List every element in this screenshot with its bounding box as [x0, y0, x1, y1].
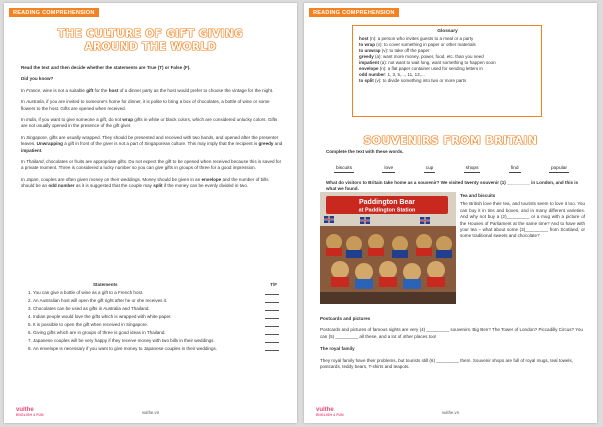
word-bank-item: biscuits [336, 166, 352, 171]
glossary-entry: host (n): a person who invites guests to a meal or a party [359, 36, 474, 41]
postcards-text: Postcards and pictures of famous sights are very (4) _________ souvenirs. Big Ben? The Tower of London? Piccadilly Circus? You can (5) _________ all these, and a lot of other places too! [320, 327, 583, 339]
statement-item: 4. Indian people would love the gifts which is wrapped with white paper. [33, 314, 281, 320]
tea-heading: Tea and biscuits [460, 193, 496, 198]
word-bank-item: popular [550, 166, 567, 171]
souvenir-shop-photo [320, 192, 456, 304]
word-bank-item: shops [465, 166, 479, 171]
statement-item: 2. An Australian host will open the gift right after he or she receives it. [33, 298, 281, 304]
statements-table [23, 282, 281, 354]
section-tag: READING COMPREHENSION [309, 8, 399, 17]
glossary-entry: odd number: 1, 3, 5,..., 11, 13,... [359, 72, 425, 77]
title-line-1: THE CULTURE OF GIFT GIVING [57, 28, 244, 40]
statements-column-header: Statements [93, 282, 118, 287]
worksheet-page-left [4, 3, 297, 423]
glossary-entry: impatient (a): not want to wait long, want something to happen soon [359, 60, 496, 65]
shop-sign: Paddington Bear [358, 199, 416, 206]
statements-header [23, 282, 281, 290]
logo-tagline: ENGLISH 4 FUN [316, 413, 344, 417]
tea-section [460, 193, 585, 240]
photo-illustration [320, 192, 456, 304]
statement-item: 6. Giving gifts which are in groups of three is good ideas in Thailand. [33, 330, 281, 336]
tea-text: The British love their tea, and tourists seem to love it too. You can buy it in tins and boxes, and in many different varieties. And why not buy a (2)_________ or a mug with a picture of the Houses of Parliament at the same time? And to have with your tea – what about some (3)_________ from Scotland, or some traditional sweets and chocolate? [460, 201, 585, 239]
word-bank-item: love [384, 166, 394, 171]
paragraph-india: In India, if you want to give someone a gift, do not wrap gifts in white or black colors, which are considered unlucky colors. Gifts are not usually opened in the presence of the gift giver. [21, 117, 278, 129]
page-footer: vuithe.vn [441, 410, 460, 415]
reading-text [21, 65, 283, 190]
royal-text: They royal family have their problems, but tourists still (6) _________ them. Souvenir shops are full of royal mugs, teal towels, postcards, teddy bears, T-shirts and teapots. [320, 357, 573, 370]
logo-text: vuithe [16, 407, 34, 413]
instruction: Read the text and then decide whether the statements are True (T) or False (F). [21, 65, 191, 70]
paragraph-singapore: In Singapore, gifts are usually wrapped. They should be presented and received with two hands, and opened after the presenter leaves. Unwrapping a gift in front of the giver is not a part of Singaporean culture. This may imply that the recipient is greedy and impatient. [21, 134, 283, 153]
page-title [4, 28, 297, 54]
section-title: SOUVENIRS FROM BRITAIN [363, 134, 538, 147]
word-bank [334, 166, 569, 173]
glossary-entry: greedy (a): want more money, power, food, etc. than you need [359, 54, 484, 59]
tf-column-header: T/F [270, 282, 277, 287]
paragraph-thailand: In Thailand, chocolates or fruits are appropriate gifts. Do not expect the gift to be opened when received because this is saved for a private moment. Three is considered a lucky number so you can give gifts in groups of three for a good impression. [21, 159, 282, 171]
postcards-heading: Postcards and pictures [320, 316, 371, 321]
royal-heading: The royal family [320, 346, 355, 352]
subheading: Did you know? [21, 76, 54, 82]
logo-tagline: ENGLISH 4 FUN [16, 413, 44, 417]
glossary-entry: to split (v): to divide something into two or more parts [359, 78, 467, 83]
statement-item: 1. You can give a bottle of wine as a gift to a French host. [33, 290, 281, 296]
section-tag: READING COMPREHENSION [9, 8, 99, 17]
question: What do visitors to Britain take home as a souvenir? We visited twenty souvenir (1) _________ in London, and this is what we found. [326, 180, 579, 192]
glossary-entry: to wrap (v): to cover something in paper or other materials [359, 42, 476, 47]
glossary-entry: envelope (n): a flat paper container used for sending letters in [359, 66, 483, 71]
glossary-title: Glossary [437, 29, 458, 34]
paragraph-japan: In Japan, couples are often given money on their weddings. Money should be given in an envelope and the number of bills should be an odd number as it is suggested that the couple may split if the money can be evenly divided in two. [21, 176, 269, 189]
statement-item: 3. Chocolates can be used as gifts in Australia and Thailand. [33, 306, 281, 312]
worksheet-page-right [304, 3, 597, 423]
word-bank-item: cup [425, 166, 434, 171]
paragraph-france: In France, wine is not a suitable gift for the host of a dinner party as the host would prefer to choose the vintage for the night. [21, 87, 274, 93]
logo-text: vuithe [316, 407, 334, 413]
glossary-entry: to unwrap (v): to take off the paper [359, 48, 430, 53]
instruction: Complete the text with these words. [326, 149, 404, 154]
statement-item: 7. Japanese couples will be very happy if they receive money with two bills in their weddings. [33, 338, 281, 344]
statement-item: 8. An envelope is necessary if you want to give money to Japanese couples in their weddings. [33, 346, 281, 352]
word-bank-item: find [510, 166, 519, 171]
statements-list [23, 290, 281, 352]
glossary-box [352, 25, 542, 117]
paragraph-australia: In Australia, if you are invited to someone's home for dinner, it is polite to bring a box of chocolates, a bottle of wine or some flowers to the host. Gifts are opened when received. [21, 99, 270, 111]
page-footer: vuithe.vn [141, 410, 160, 415]
title-line-2: AROUND THE WORLD [84, 41, 217, 53]
shop-sign-sub: at Paddington Station [358, 207, 416, 214]
statement-item: 5. It is possible to open the gift when received in Singapore. [33, 322, 281, 328]
postcards-section [320, 316, 585, 370]
